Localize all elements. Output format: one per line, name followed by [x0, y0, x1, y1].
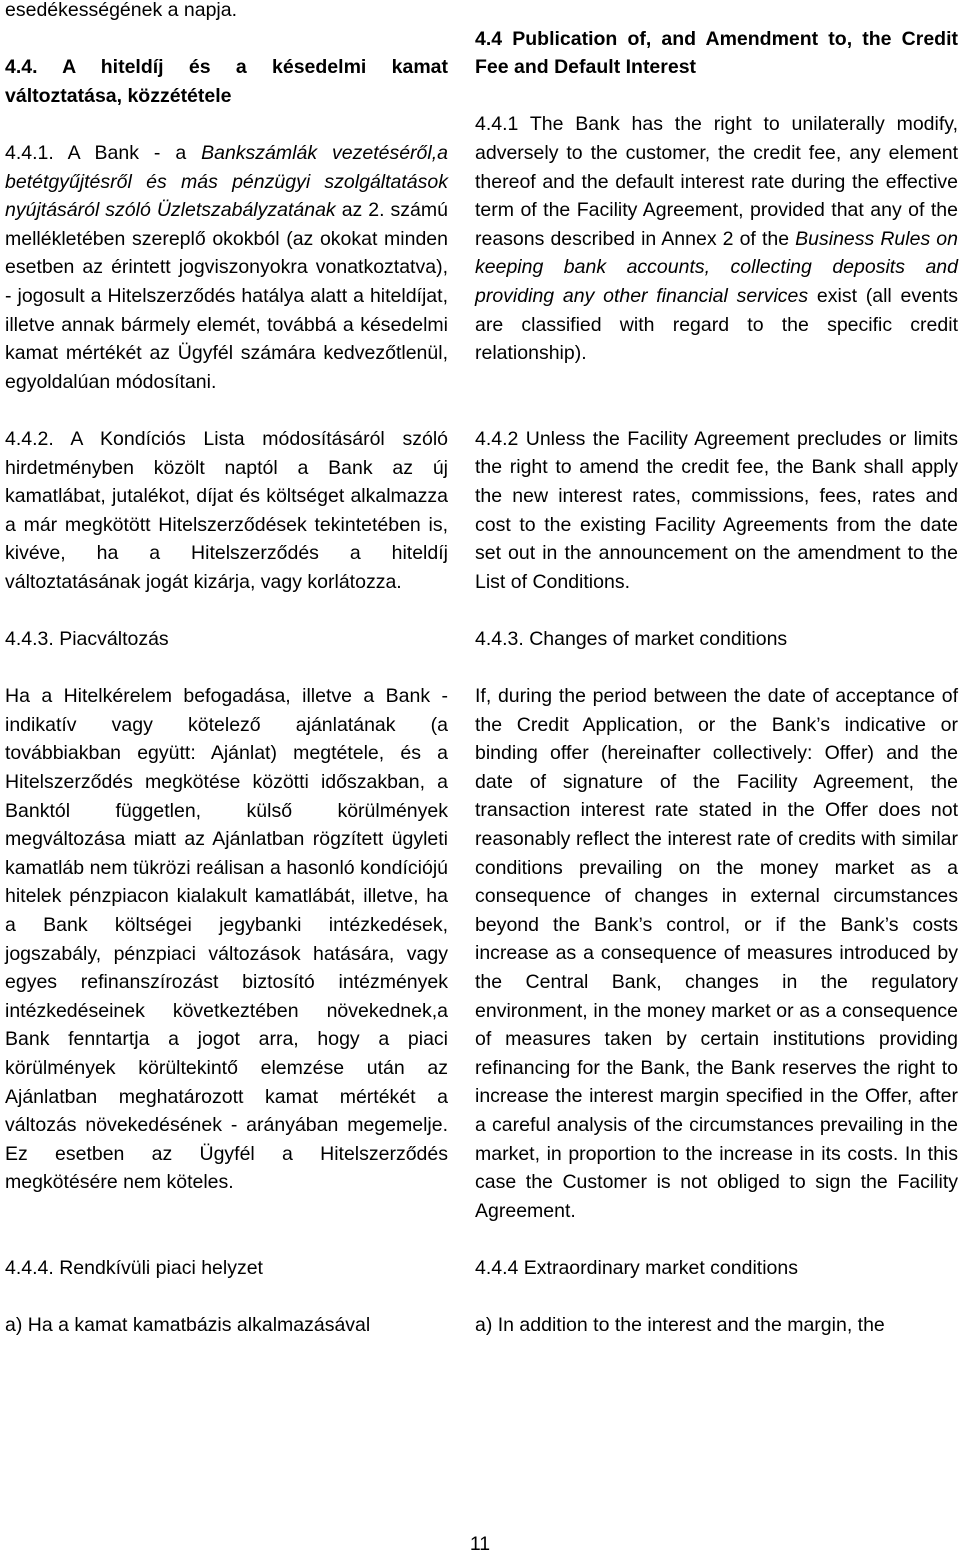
page-number: 11	[469, 1533, 491, 1555]
left-heading-4-4-3: 4.4.3. Piacváltozás	[5, 628, 169, 651]
right-p441-italic-title: Business Rules on keeping bank accounts, collecting deposits and providing any other financial services	[475, 227, 958, 307]
right-paragraph-4-4-1	[475, 110, 958, 367]
left-heading-4-4-4: 4.4.4. Rendkívüli piaci helyzet	[5, 1256, 263, 1279]
left-paragraph-4-4-4-a: a) Ha a kamat kamatbázis alkalmazásával	[5, 1314, 371, 1337]
left-paragraph-4-4-2: 4.4.2. A Kondíciós Lista módosításáról szóló hirdetményben közölt naptól a Bank az új kamatlábat, jutalékot, díjat és költséget alkalmazza a már megkötött Hitelszerződések tekintetében is, kivéve, ha a Hitelszerződés a hiteldíj változtatásának jogát kizárja, vagy korlátozza.	[5, 427, 448, 593]
english-column	[475, 0, 958, 1340]
left-top-fragment: esedékességének a napja.	[5, 0, 238, 21]
left-paragraph-4-4-1	[5, 139, 448, 396]
right-paragraph-4-4-2: 4.4.2 Unless the Facility Agreement precludes or limits the right to amend the credit fee, the Bank shall apply the new interest rates, commissions, fees, rates and cost to the existing Facility Agreements from the date set out in the announcement on the amendment to the List of Conditions.	[475, 427, 958, 593]
right-heading-4-4-3: 4.4.3. Changes of market conditions	[475, 627, 788, 650]
left-paragraph-4-4-3: Ha a Hitelkérelem befogadása, illetve a Bank - indikatív vagy kötelező ajánlatának (a továbbiakban együtt: Ajánlat) megtétele, és a Hitelszerződés megkötése közötti időszakban, a Banktól független, külső körülmények megváltozása miatt az Ajánlatban rögzített ügyleti kamatláb nem tükrözi reálisan a hasonló kondíciójú hitelek pénzpiacon kialakult kamatlábát, illetve, ha a Bank költségei jegybanki intézkedések, jogszabály, pénzpiaci változások hatására, vagy egyes refinanszírozást biztosító intézmények intézkedéseinek következtében növekednek,a Bank fenntartja a jogot arra, hogy a piaci körülmények körültekintő elemzése után az Ajánlatban meghatározott kamat mértékét a változás növekedésének - arányában megemelje. Ez esetben az Ügyfél a Hitelszerződés megkötésére nem köteles.	[5, 685, 448, 1194]
right-p441-text-end: exist (all events are classified with regard to the specific credit relationship).	[475, 284, 958, 365]
right-p441-text-start: 4.4.1 The Bank has the right to unilaterally modify, adversely to the customer, the credit fee, any element thereof and the default interest rate during the effective term of the Facility Agreement, provided that any of the reasons described in Annex 2 of the	[475, 113, 958, 250]
right-paragraph-4-4-4-a: a) In addition to the interest and the margin, the	[475, 1314, 885, 1337]
hungarian-column	[5, 0, 448, 1340]
left-heading-4-4: 4.4. A hiteldíj és a késedelmi kamat változtatása, közzététele	[5, 56, 448, 107]
left-p441-italic-title: Bankszámlák vezetéséről,a betétgyűjtésről és más pénzügyi szolgáltatások nyújtásáról szóló Üzletszabályzatának	[5, 141, 448, 222]
left-p441-text-start: 4.4.1. A Bank - a	[5, 141, 202, 164]
left-p441-text-end: az 2. számú mellékletében szereplő okokból (az okokat minden esetben az érintett jogviszonyokra vonatkoztatva), - jogosult a Hitelszerződés hatálya alatt a hiteldíjat, illetve annak bármely elemét, továbbá a késedelmi kamat mértékét az Ügyfél számára kedvezőtlenül, egyoldalúan módosítani.	[5, 199, 448, 393]
right-paragraph-4-4-3: If, during the period between the date of acceptance of the Credit Application, or the Bank’s indicative or binding offer (hereinafter collectively: Offer) and the date of signature of the Facility Agreement, the transaction interest rate stated in the Offer does not reasonably reflect the interest rate of credits with similar conditions prevailing on the money market as a consequence of changes in external circumstances beyond the Bank’s control, or if the Bank’s costs increase as a consequence of measures introduced by the Central Bank, changes in the regulatory environment, in the money market or as a consequence of measures taken by certain institutions providing refinancing for the Bank, the Bank reserves the right to increase the interest margin specified in the Offer, after a careful analysis of the circumstances prevailing in the market, in proportion to the increase in its costs. In this case the Customer is not obliged to sign the Facility Agreement.	[475, 685, 958, 1222]
right-heading-4-4: 4.4 Publication of, and Amendment to, the Credit Fee and Default Interest	[475, 27, 958, 79]
right-heading-4-4-4: 4.4.4 Extraordinary market conditions	[475, 1256, 798, 1279]
